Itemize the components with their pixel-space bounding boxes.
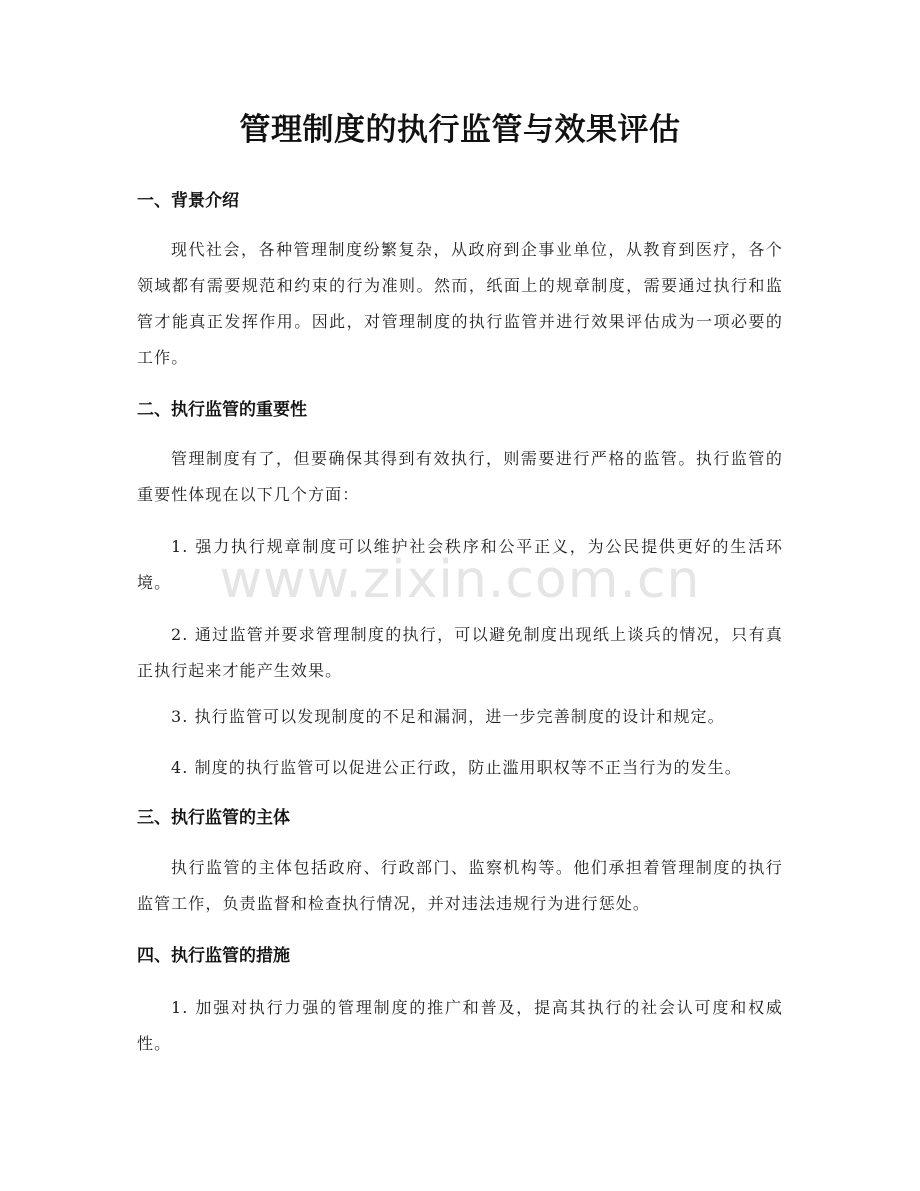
list-item-measures-1: 1. 加强对执行力强的管理制度的推广和普及，提高其执行的社会认可度和权威性。 (137, 998, 783, 1053)
document-title: 管理制度的执行监管与效果评估 (239, 112, 681, 148)
section-heading-subject: 三、执行监管的主体 (137, 808, 290, 828)
paragraph-subject: 执行监管的主体包括政府、行政部门、监察机构等。他们承担着管理制度的执行监管工作，负责监督和检查执行情况，并对违法违规行为进行惩处。 (137, 858, 783, 913)
list-item-importance-2: 2. 通过监管并要求管理制度的执行，可以避免制度出现纸上谈兵的情况，只有真正执行起来才能产生效果。 (137, 625, 783, 680)
list-item-importance-1: 1. 强力执行规章制度可以维护社会秩序和公平正义，为公民提供更好的生活环境。 (137, 537, 783, 592)
section-heading-background: 一、背景介绍 (137, 191, 239, 211)
paragraph-background: 现代社会，各种管理制度纷繁复杂，从政府到企事业单位，从教育到医疗，各个领域都有需要规范和约束的行为准则。然而，纸面上的规章制度，需要通过执行和监管才能真正发挥作用。因此，对管理制度的执行监管并进行效果评估成为一项必要的工作。 (137, 240, 783, 367)
list-item-importance-4: 4. 制度的执行监管可以促进公正行政，防止滥用职权等不正当行为的发生。 (171, 758, 742, 777)
paragraph-importance-intro: 管理制度有了，但要确保其得到有效执行，则需要进行严格的监管。执行监管的重要性体现在以下几个方面： (137, 449, 783, 504)
watermark-text: www.zixin.com.cn (219, 550, 701, 610)
section-heading-importance: 二、执行监管的重要性 (137, 400, 307, 420)
section-heading-measures: 四、执行监管的措施 (137, 946, 290, 966)
list-item-importance-3: 3. 执行监管可以发现制度的不足和漏洞，进一步完善制度的设计和规定。 (171, 707, 725, 726)
